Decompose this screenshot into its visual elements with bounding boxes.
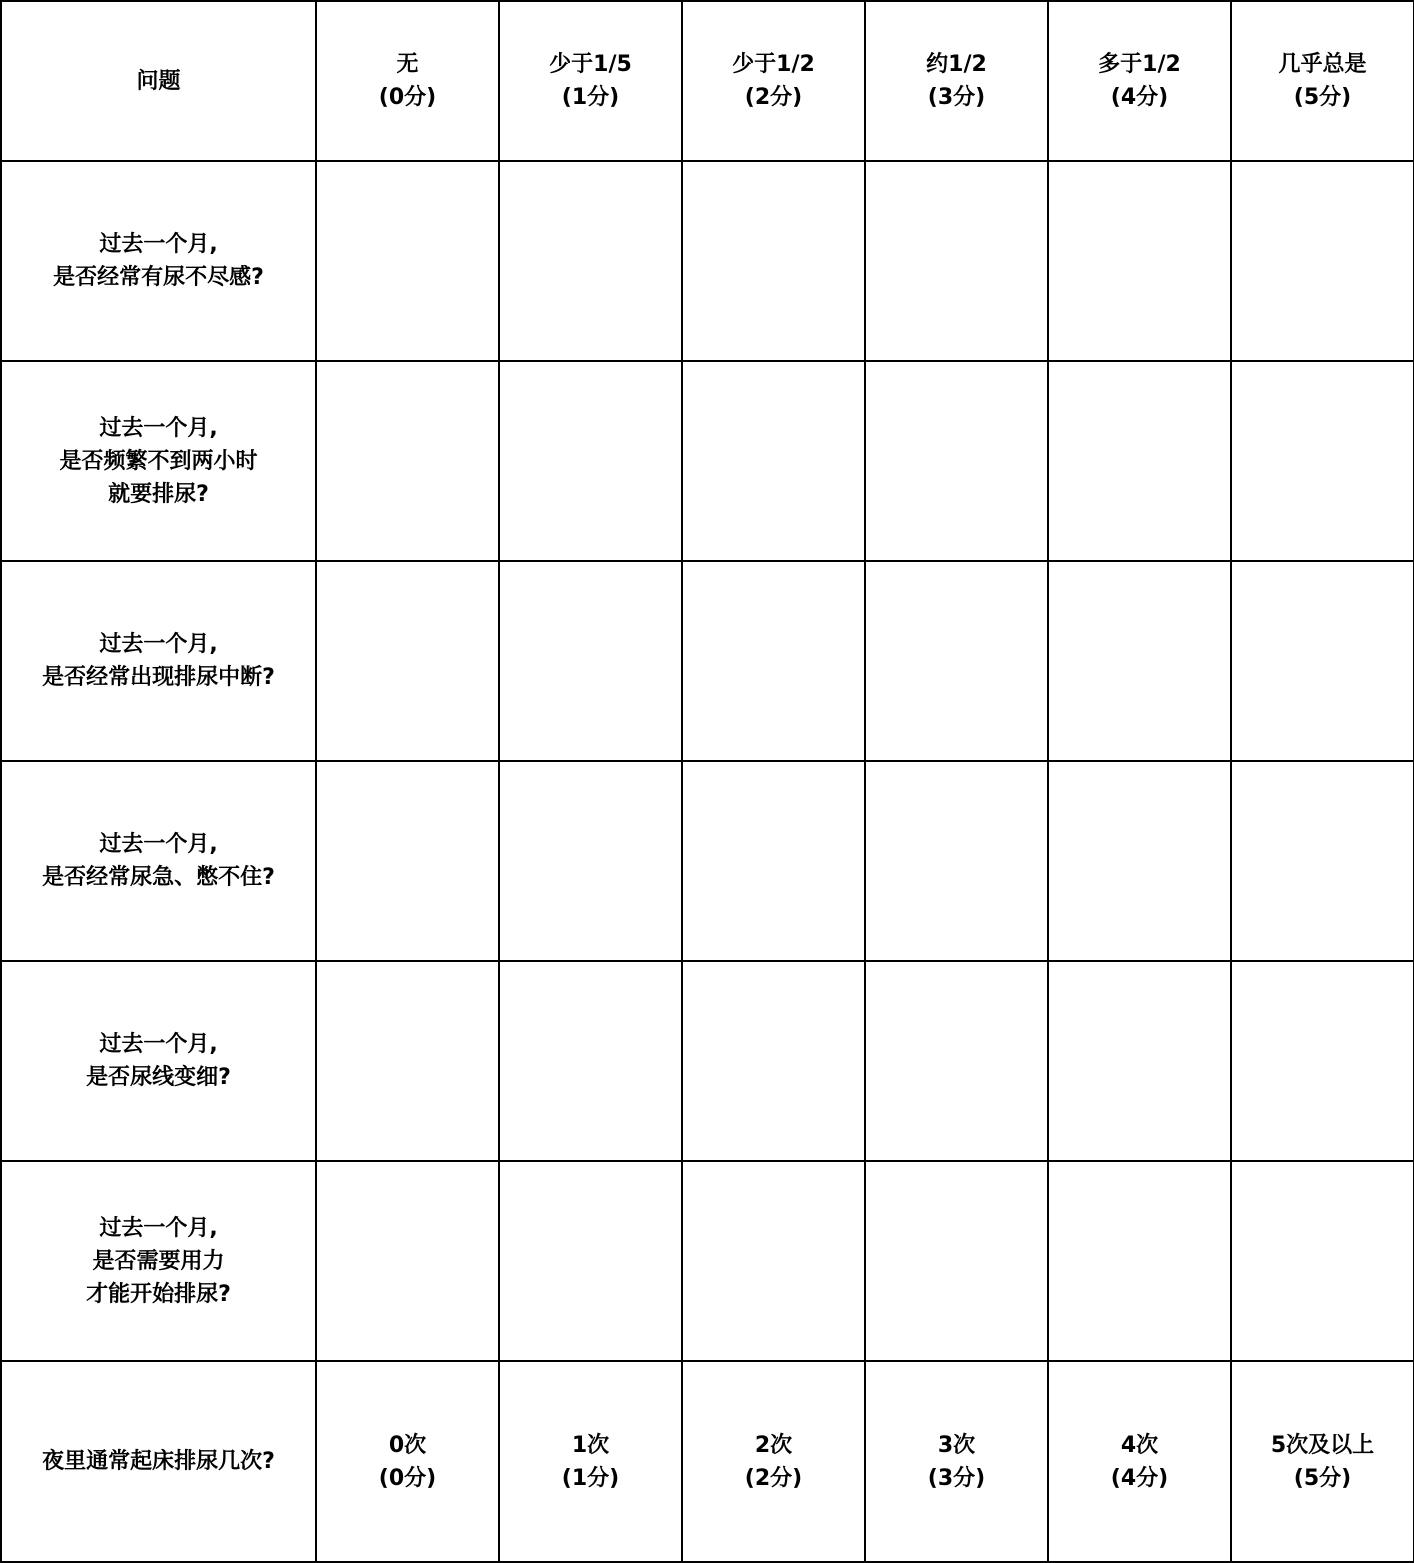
header-score-1: 少于1/5 (1分): [499, 1, 682, 161]
question-cell: 过去一个月, 是否经常尿急、憋不住?: [1, 761, 316, 961]
score-cell[interactable]: [316, 361, 499, 561]
question-cell: 过去一个月, 是否频繁不到两小时 就要排尿?: [1, 361, 316, 561]
score-cell[interactable]: [1048, 961, 1231, 1161]
score-cell[interactable]: [865, 1161, 1048, 1361]
score-cell[interactable]: [499, 761, 682, 961]
score-cell[interactable]: [499, 961, 682, 1161]
score-cell[interactable]: [1231, 561, 1414, 761]
question-cell: 夜里通常起床排尿几次?: [1, 1361, 316, 1562]
score-cell[interactable]: [1231, 761, 1414, 961]
score-cell[interactable]: [865, 161, 1048, 361]
score-cell[interactable]: [1048, 361, 1231, 561]
header-row: [1, 1, 1414, 161]
score-cell[interactable]: 3次 (3分): [865, 1361, 1048, 1562]
score-cell[interactable]: [316, 561, 499, 761]
table-row: [1, 561, 1414, 761]
header-score-5: 几乎总是 (5分): [1231, 1, 1414, 161]
score-cell[interactable]: [1231, 961, 1414, 1161]
score-cell[interactable]: [316, 961, 499, 1161]
score-cell[interactable]: 1次 (1分): [499, 1361, 682, 1562]
score-cell[interactable]: [1231, 361, 1414, 561]
score-cell[interactable]: 5次及以上 (5分): [1231, 1361, 1414, 1562]
table-row: [1, 361, 1414, 561]
score-cell[interactable]: [316, 761, 499, 961]
score-cell[interactable]: [865, 361, 1048, 561]
score-cell[interactable]: [865, 961, 1048, 1161]
score-cell[interactable]: [1048, 561, 1231, 761]
score-cell[interactable]: [316, 1161, 499, 1361]
score-cell[interactable]: [682, 961, 865, 1161]
score-cell[interactable]: [1231, 161, 1414, 361]
header-score-0: 无 (0分): [316, 1, 499, 161]
score-cell[interactable]: [682, 361, 865, 561]
question-cell: 过去一个月, 是否经常有尿不尽感?: [1, 161, 316, 361]
score-cell[interactable]: [1048, 161, 1231, 361]
score-cell[interactable]: [682, 561, 865, 761]
table-row: [1, 161, 1414, 361]
score-cell[interactable]: 4次 (4分): [1048, 1361, 1231, 1562]
score-cell[interactable]: [316, 161, 499, 361]
table-row: [1, 761, 1414, 961]
score-cell[interactable]: [1048, 761, 1231, 961]
score-cell[interactable]: 2次 (2分): [682, 1361, 865, 1562]
score-cell[interactable]: [1231, 1161, 1414, 1361]
table-row: [1, 961, 1414, 1161]
score-cell[interactable]: [865, 761, 1048, 961]
score-cell[interactable]: [682, 1161, 865, 1361]
header-score-4: 多于1/2 (4分): [1048, 1, 1231, 161]
header-question: 问题: [1, 1, 316, 161]
question-cell: 过去一个月, 是否经常出现排尿中断?: [1, 561, 316, 761]
header-score-2: 少于1/2 (2分): [682, 1, 865, 161]
score-cell[interactable]: [499, 561, 682, 761]
score-cell[interactable]: [499, 361, 682, 561]
score-cell[interactable]: [499, 161, 682, 361]
score-cell[interactable]: [499, 1161, 682, 1361]
score-cell[interactable]: [682, 761, 865, 961]
table-row: [1, 1161, 1414, 1361]
score-cell[interactable]: [682, 161, 865, 361]
question-cell: 过去一个月, 是否尿线变细?: [1, 961, 316, 1161]
header-score-3: 约1/2 (3分): [865, 1, 1048, 161]
question-cell: 过去一个月, 是否需要用力 才能开始排尿?: [1, 1161, 316, 1361]
score-cell[interactable]: [1048, 1161, 1231, 1361]
score-cell[interactable]: 0次 (0分): [316, 1361, 499, 1562]
table-row: [1, 1361, 1414, 1562]
score-cell[interactable]: [865, 561, 1048, 761]
